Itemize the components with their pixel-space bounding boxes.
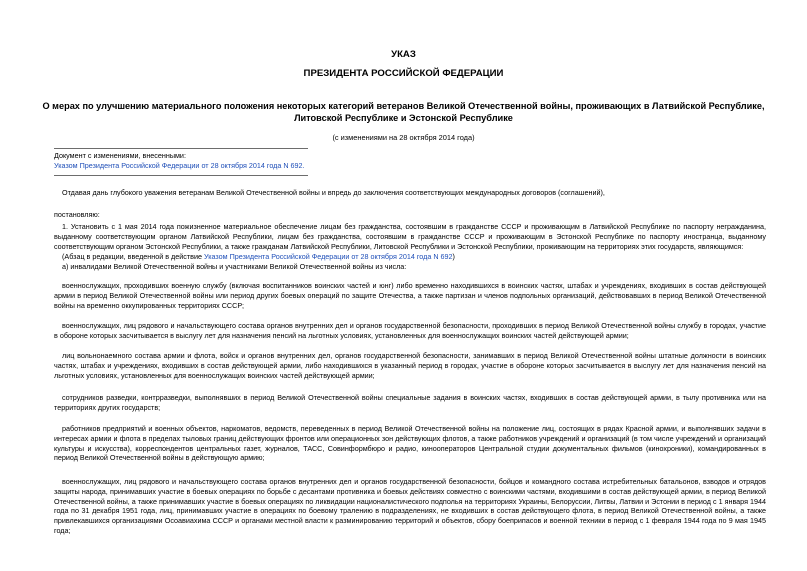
category-6-text: военнослужащих, лиц рядового и начальствующего состава органов внутренних дел и органов государственной безопасности, бойцов и командного состава истребительных батальонов, взводов и отрядов защиты народа, принимавших участие в боевых операциях по борьбе с десантами противника и боевых действиях совместно с воинскими частями, входившими в состав действующей армии, в период Великой Отечественной войны, а также принимавших участие в боевых операциях по ликвидации националистического подполья на территориях Украины, Белоруссии, Литвы, Латвии и Эстонии в период с 1 января 1944 года по 31 декабря 1951 года, лиц, принимавших участие в операциях по боевому тралению в подразделениях, не входивших в состав действующего флота, в период Великой Отечественной войны, а также привлекавшихся организациями Осоавиахима СССР и органами местной власти к разминированию территорий и объектов, сбору боеприпасов и военной техники в период с 1 февраля 1944 года по 9 мая 1945 года; — [54, 477, 766, 535]
amendments-label: Документ с изменениями, внесенными: — [54, 151, 186, 160]
item-a-text: а) инвалидами Великой Отечественной войны и участниками Великой Отечественной войны из числа: — [62, 262, 407, 271]
category-6 — [54, 477, 766, 536]
divider-bottom — [54, 175, 308, 176]
paragraph-1 — [54, 222, 766, 251]
category-3 — [54, 351, 766, 380]
decree-title: УКАЗ — [391, 49, 416, 60]
preamble-paragraph — [54, 188, 766, 198]
document-subtitle — [40, 100, 767, 124]
category-1 — [54, 281, 766, 310]
edit-note-prefix: (Абзац в редакции, введенной в действие — [62, 252, 204, 261]
category-2 — [54, 321, 766, 341]
preamble-text: Отдавая дань глубокого уважения ветеранам Великой Отечественной войны и впредь до заключения соответствующих международных договоров (соглашений), — [62, 188, 605, 197]
subtitle-line-1: О мерах по улучшению материального положения некоторых категорий ветеранов Великой Отечественной войны, проживающих в Латвийской Республике, — [42, 101, 765, 111]
category-2-text: военнослужащих, лиц рядового и начальствующего состава органов внутренних дел и органов государственной безопасности, проходивших в период Великой Отечественной войны службу в городах, участие в обороне которых засчитывается в выслугу лет для назначения пенсий на льготных условиях, установленных для военнослужащих воинских частей действующей армии; — [54, 321, 766, 340]
category-4-text: сотрудников разведки, контрразведки, выполнявших в период Великой Отечественной войны специальные задания в воинских частях, входивших в состав действующей армии, в тылу противника или на территориях других государств; — [54, 393, 766, 412]
item-a — [54, 262, 766, 272]
changes-note: (с изменениями на 28 октября 2014 года) — [332, 133, 475, 142]
amendment-link[interactable]: Указом Президента Российской Федерации от 28 октября 2014 года N 692. — [54, 161, 305, 170]
subtitle-line-2: Литовской Республике и Эстонской Республике — [294, 113, 513, 123]
edit-note — [54, 252, 766, 262]
category-3-text: лиц вольнонаемного состава армии и флота, войск и органов внутренних дел, органов государственной безопасности, занимавших в период Великой Отечественной войны штатные должности в воинских частях, штабах и учреждениях, входивших в состав действующей армии, либо находившихся в указанный период в городах, участие в обороне которых засчитывается в выслугу лет для назначения пенсий на льготных условиях, установленных для военнослужащих воинских частей действующей армии; — [54, 351, 766, 380]
divider-top — [54, 148, 308, 149]
category-4 — [54, 393, 766, 413]
issuer-title: ПРЕЗИДЕНТА РОССИЙСКОЙ ФЕДЕРАЦИИ — [303, 68, 504, 79]
edit-note-suffix: ) — [452, 252, 455, 261]
edit-note-link[interactable]: Указом Президента Российской Федерации от 28 октября 2014 года N 692 — [203, 252, 453, 261]
decree-word: постановляю: — [54, 210, 100, 219]
paragraph-1-text: 1. Установить с 1 мая 2014 года пожизненное материальное обеспечение лицам без гражданства, состоявшим в гражданстве СССР и проживающим в Латвийской Республике по паспорту негражданина, выданному соответствующим органом Латвийской Республики, лицам без гражданства, состоявшим в гражданстве СССР и проживающим в Эстонской Республике по паспорту иностранца, выданному соответствующим органом Эстонской Республики, а также гражданам Латвийской Республики, Литовской Республики и Эстонской Республики, проживающим на территориях этих государств, являющимся: — [54, 222, 766, 251]
category-5-text: работников предприятий и военных объектов, наркоматов, ведомств, переведенных в период Великой Отечественной войны на положение лиц, состоящих в рядах Красной армии, и выполнявших задачи в интересах армии и флота в пределах тыловых границ действующих фронтов или операционных зон действующих флотов, а также работников учреждений и организаций (в том числе учреждений и организаций культуры и искусства), корреспондентов центральных газет, журналов, ТАСС, Совинформбюро и радио, кинооператоров Центральной студии документальных фильмов (кинохроники), командированных в период Великой Отечественной войны в действующую армию; — [54, 424, 766, 463]
category-1-text: военнослужащих, проходивших военную службу (включая воспитанников воинских частей и юнг) либо временно находившихся в воинских частях, штабах и учреждениях, входивших в состав действующей армии в период Великой Отечественной войны или период других боевых операций по защите Отечества, а также партизан и членов подпольных организаций, действовавших в период Великой Отечественной войны на временно оккупированных территориях СССР; — [54, 281, 766, 310]
category-5 — [54, 424, 766, 463]
